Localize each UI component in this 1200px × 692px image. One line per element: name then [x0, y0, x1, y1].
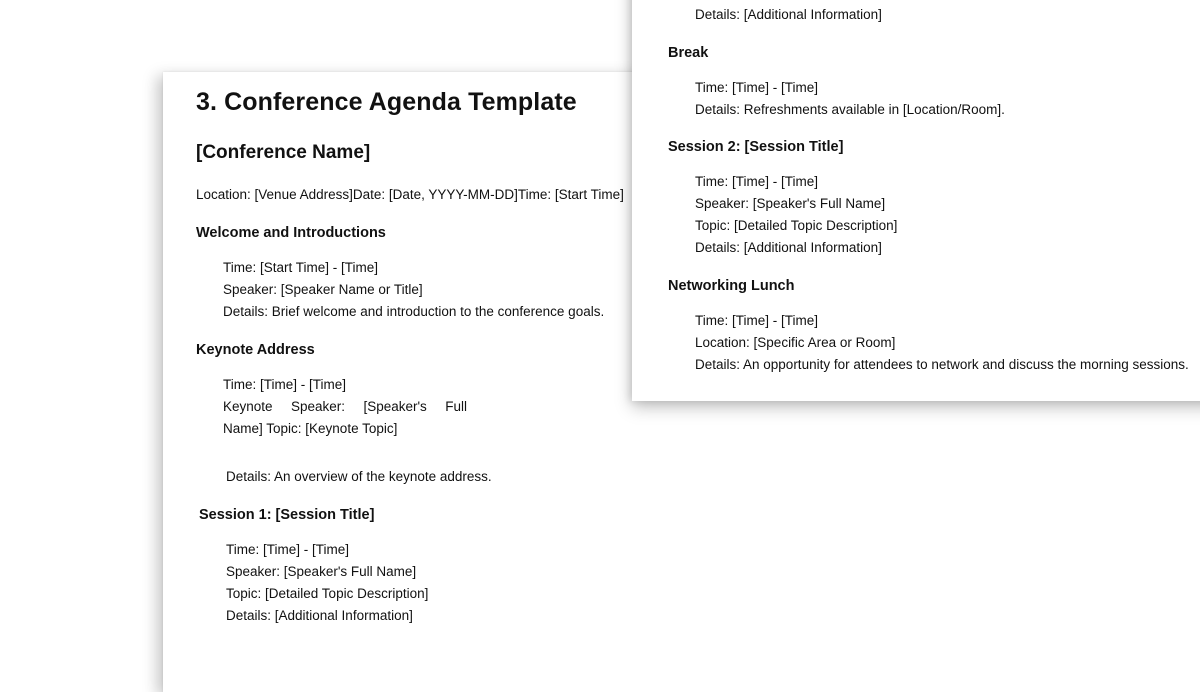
session2-heading: Session 2: [Session Title] — [668, 139, 844, 155]
lunch-heading: Networking Lunch — [668, 278, 795, 294]
welcome-details — [223, 257, 604, 323]
keynote-details — [223, 374, 467, 440]
lunch-description: Details: An opportunity for attendees to network and discuss the morning sessions. — [695, 357, 1189, 372]
speaker-word: Speaker: — [290, 399, 346, 414]
session2-details — [695, 171, 897, 259]
welcome-heading: Welcome and Introductions — [196, 225, 386, 241]
welcome-description: Details: Brief welcome and introduction to the conference goals. — [223, 304, 605, 319]
session1-time: Time: [Time] - [Time] — [226, 542, 349, 557]
session2-topic: Topic: [Detailed Topic Description] — [695, 218, 898, 233]
keynote-heading: Keynote Address — [196, 342, 315, 358]
break-time: Time: [Time] - [Time] — [695, 80, 818, 95]
conference-name: [Conference Name] — [196, 142, 371, 163]
break-heading: Break — [668, 45, 709, 61]
location-date-time-line: Location: [Venue Address]Date: [Date, YYYY-MM-DD]Time: [Start Time] — [196, 187, 624, 202]
welcome-speaker: Speaker: [Speaker Name or Title] — [223, 282, 423, 297]
break-details — [695, 77, 1005, 121]
session1-additional: Details: [Additional Information] — [226, 608, 413, 623]
keynote-name-topic: Name] Topic: [Keynote Topic] — [223, 421, 398, 436]
break-description: Details: Refreshments available in [Location/Room]. — [695, 102, 1005, 117]
session2-time: Time: [Time] - [Time] — [695, 174, 818, 189]
session1-topic: Topic: [Detailed Topic Description] — [226, 586, 429, 601]
session1-details — [226, 539, 428, 627]
lunch-details — [695, 310, 1189, 376]
session1-heading: Session 1: [Session Title] — [199, 507, 375, 523]
speakers-word: [Speaker's — [363, 399, 427, 414]
keynote-description: Details: An overview of the keynote address. — [226, 469, 492, 484]
previous-session-details: Details: [Additional Information] — [695, 7, 882, 22]
agenda-page-front — [632, 0, 1200, 401]
session2-speaker: Speaker: [Speaker's Full Name] — [695, 196, 886, 211]
welcome-time: Time: [Start Time] - [Time] — [223, 260, 379, 275]
session1-speaker: Speaker: [Speaker's Full Name] — [226, 564, 417, 579]
session2-additional: Details: [Additional Information] — [695, 240, 882, 255]
keynote-time: Time: [Time] - [Time] — [223, 377, 346, 392]
lunch-location: Location: [Specific Area or Room] — [695, 335, 896, 350]
full-word: Full — [445, 399, 467, 414]
lunch-time: Time: [Time] - [Time] — [695, 313, 818, 328]
document-title: 3. Conference Agenda Template — [196, 88, 577, 116]
keynote-speaker-line — [223, 396, 467, 418]
keynote-word: Keynote — [223, 399, 273, 414]
